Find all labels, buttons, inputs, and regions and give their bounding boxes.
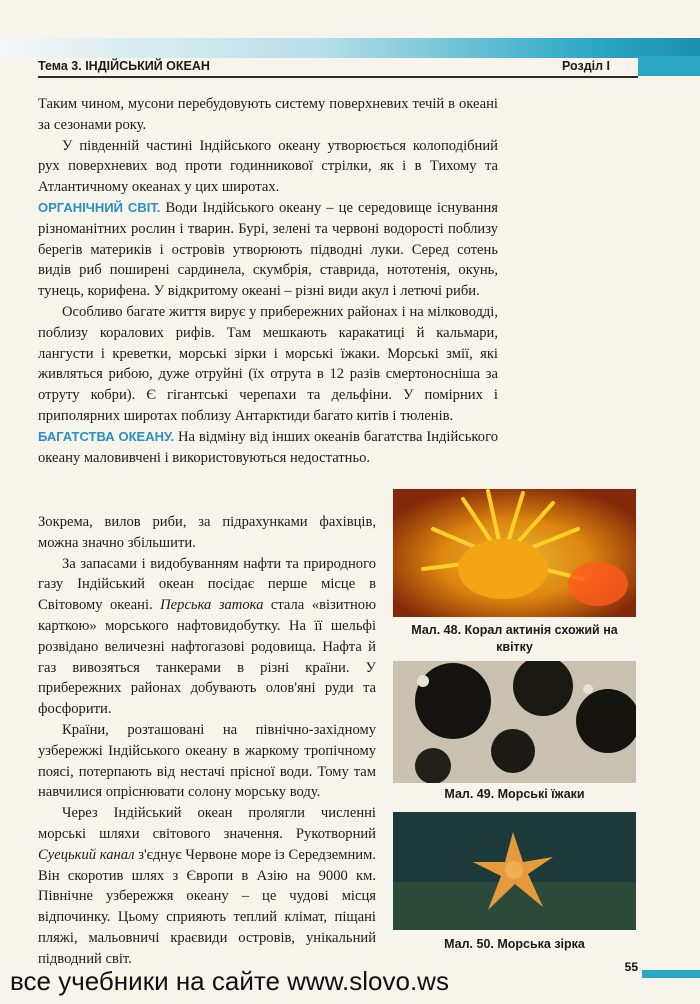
organic-text: Води Індійського океану – це середовище існування різноманітних рослин і тварин. Бурі, зелені та червоні водорості поблизу берегів материків і островів утворюють підводні луки. Серед сотень видів риб поширені сардинела, скумбрія, ставрида, нототенія, окунь, тунець, корифена. У відкритому океані – різні види акул і летючі риби.: [38, 199, 498, 300]
suez-canal-term: Суецький канал: [38, 846, 135, 863]
paragraph-shipping: [38, 803, 376, 969]
caption-fig-48: Мал. 48. Корал актинія схожий на квітку: [411, 623, 618, 654]
paragraph-organic: [38, 198, 498, 302]
paragraph-coastal-life: Особливо багате життя вирує у прибережних районах і на мілководді, поблизу коралових рифів. Там мешкають каракатиці й кальмари, лангусти і креветки, морські зірки і морські їжаки. Морські змії, які живляться рибою, дуже отруйні (їх отрута в 12 разів смертоносніша за отруту кобри). Є гігантські черепахи та дельфіни. У помірних і приполярних широтах поблизу Антарктиди багато китів і тюленів.: [38, 303, 498, 424]
main-text-column: [38, 94, 498, 468]
shipping-text-b: з'єднує Червоне море із Середземним. Він скоротив шлях з Європи в Азію на 9000 км. Північне узбережжя океану – це чудові місця відпочинку. Цьому сприяють теплий клімат, піщані пляжі, мальовничі краєвиди островів, унікальний підводний світ.: [38, 846, 377, 967]
paragraph-monsoons: Таким чином, мусони перебудовують систему поверхневих течій в океані за сезонами року.: [38, 96, 498, 133]
paragraph-oil: [38, 554, 376, 720]
persian-gulf-term: Перська затока: [160, 597, 264, 614]
narrow-text-column: [38, 512, 376, 970]
organic-heading: ОРГАНІЧНИЙ СВІТ.: [38, 199, 161, 215]
header-gradient-bar: [0, 38, 700, 58]
oil-text-a: За запасами і видобуванням нафти та природного газу Індійський океан посідає перше місце в Світовому океані.: [38, 555, 376, 614]
shipping-text-a: Через Індійський океан пролягли численні морські шляхи світового значення. Рукотворний: [38, 805, 376, 842]
footer-accent-bar: [642, 970, 700, 978]
caption-fig-49: Мал. 49. Морські їжаки: [444, 787, 585, 801]
wealth-text: На відміну від інших океанів багатства Індійського океану маловивчені і використовуються недостатньо.: [38, 428, 498, 466]
page-footer: [0, 960, 700, 1004]
sea-urchin-photo: [393, 661, 636, 783]
starfish-photo: [393, 812, 636, 930]
caption-fig-50: Мал. 50. Морська зірка: [444, 937, 585, 951]
section-label: Розділ І: [561, 59, 610, 73]
page-number: 55: [624, 960, 638, 974]
paragraph-circulation: У південній частині Індійського океану утворюється колоподібний рух поверхневих вод проти годинникової стрілки, як і в Тихому та Атлантичному океанах у цих широтах.: [38, 137, 498, 196]
coral-photo: [393, 489, 636, 617]
paragraph-fishing: Зокрема, вилов риби, за підрахунками фахівців, можна значно збільшити.: [38, 514, 376, 551]
paragraph-wealth: [38, 427, 498, 469]
header-tab: [638, 56, 700, 76]
paragraph-desalination: Країни, розташовані на північно-західному узбережжі Індійського океану в жаркому тропічному поясі, потерпають від нестачі прісної води. Тому там навчилися опріснювати солону морську воду.: [38, 721, 376, 801]
topic-title: Тема 3. ІНДІЙСЬКИЙ ОКЕАН: [38, 59, 210, 73]
site-watermark: все учебники на сайте www.slovo.ws: [10, 966, 449, 996]
wealth-heading: БАГАТСТВА ОКЕАНУ.: [38, 428, 175, 444]
oil-text-b: стала «візитною карткою» морського нафтовидобутку. На її шельфі розвідано величезні нафтогазові родовища. Нафта й газ вивозяться танкерами в різні країни. У прибережних районах добувають олов'яні руди та фосфорити.: [38, 597, 376, 718]
running-header: [38, 56, 638, 78]
